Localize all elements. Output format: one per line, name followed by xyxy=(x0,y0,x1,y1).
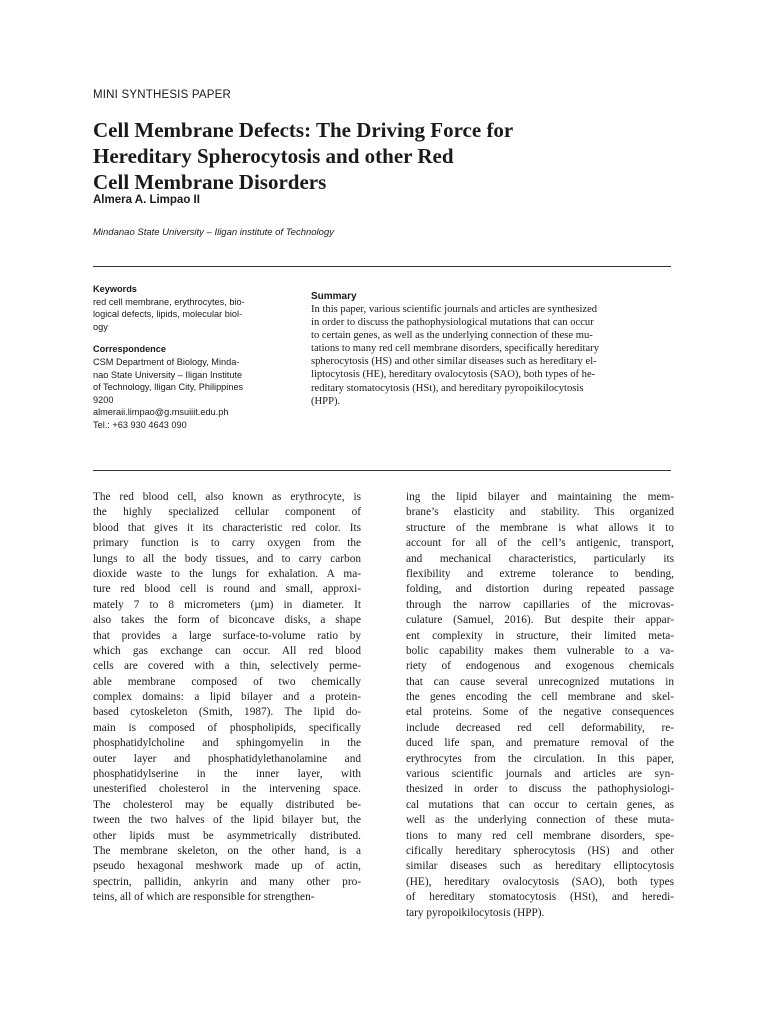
text-line: the highly specialized cellular component of xyxy=(93,506,361,519)
title-line: Cell Membrane Disorders xyxy=(93,170,327,194)
text-line: similar diseases such as hereditary elliptocytosis xyxy=(406,860,674,873)
text-line: which gas exchange can occur. All red blood xyxy=(93,644,361,657)
text-line: complex domains: a lipid bilayer and a protein- xyxy=(93,691,361,704)
text-line: etal proteins. Some of the negative consequences xyxy=(406,706,674,719)
paper-title xyxy=(93,117,653,195)
text-line: structure of the membrane is what allows it to xyxy=(406,521,674,534)
text-line: tween the two halves of the lipid bilayer but, the xyxy=(93,814,361,827)
text-line: of hereditary stomatocytosis (HSt), and heredi- xyxy=(406,891,674,904)
text-line: The membrane skeleton, on the other hand, is a xyxy=(93,844,361,857)
body-column-left xyxy=(93,490,361,906)
text-line: erythrocytes from the circulation. In this paper, xyxy=(406,752,674,765)
text-line: through the narrow capillaries of the microvas- xyxy=(406,598,674,611)
author-affiliation: Mindanao State University – Iligan institute of Technology xyxy=(93,227,334,238)
text-line: other lipids must be asymmetrically distributed. xyxy=(93,829,361,842)
text-line: (HPP). xyxy=(311,395,341,407)
text-line: riety of endogenous and exogenous chemicals xyxy=(406,660,674,673)
text-line: primary function is to carry oxygen from the xyxy=(93,537,361,550)
keywords-heading: Keywords xyxy=(93,284,137,294)
text-line: and mechanical characteristics, particularly its xyxy=(406,552,674,565)
text-line: liptocytosis (HE), hereditary ovalocytosis (SAO), both types of he- xyxy=(311,369,596,381)
text-line: ture red blood cell is round and small, approxi- xyxy=(93,583,361,596)
text-line: to certain genes, as well as the underlying connection of these mu- xyxy=(311,330,593,342)
text-line: flexibility and extreme tolerance to bending, xyxy=(406,567,674,580)
correspondence-details xyxy=(93,356,278,432)
keywords-list xyxy=(93,296,278,334)
correspondence-line: of Technology, Iligan City, Philippines xyxy=(93,382,244,393)
text-line: that provides a large surface-to-volume ratio by xyxy=(93,629,361,642)
paper-type-label: MINI SYNTHESIS PAPER xyxy=(93,89,231,101)
text-line: able membrane composed of two chemically xyxy=(93,675,361,688)
text-line: in order to discuss the pathophysiological mutations that can occur xyxy=(311,317,594,329)
metadata-sidebar xyxy=(93,283,278,442)
text-line: that can cause several unrecognized mutations in xyxy=(406,675,674,688)
text-line: based cytoskeleton (Smith, 1987). The lipid do- xyxy=(93,706,361,719)
text-line: teins, all of which are responsible for strengthen- xyxy=(93,891,315,904)
keywords-line: ogy xyxy=(93,321,108,332)
text-line: ing the lipid bilayer and maintaining the mem- xyxy=(406,491,674,503)
title-line: Cell Membrane Defects: The Driving Force for xyxy=(93,118,514,142)
text-line: the genes encoding the cell membrane and skel- xyxy=(406,691,674,704)
summary-block xyxy=(311,291,676,408)
body-column-right xyxy=(406,490,674,921)
keywords-line: red cell membrane, erythrocytes, bio- xyxy=(93,296,245,307)
title-line: Hereditary Spherocytosis and other Red xyxy=(93,144,454,168)
text-line: outer layer and phosphatidylethanolamine and xyxy=(93,752,361,765)
header-divider xyxy=(93,266,671,267)
text-line: pseudo hexagonal meshwork made up of actin, xyxy=(93,860,361,873)
text-line: spectrin, pallidin, ankyrin and many other pro- xyxy=(93,875,361,888)
keywords-block xyxy=(93,283,278,333)
correspondence-line: nao State University – Iligan Institute xyxy=(93,369,243,380)
text-line: folding, and distortion during repeated passage xyxy=(406,583,674,596)
correspondence-line: CSM Department of Biology, Minda- xyxy=(93,356,240,367)
text-line: dioxide waste to the lungs for exhalation. A ma- xyxy=(93,567,361,580)
correspondence-phone: Tel.: +63 930 4643 090 xyxy=(93,419,187,430)
text-line: blood that gives it its characteristic red color. Its xyxy=(93,521,361,534)
text-line: ent complexity in structure, their limited meta- xyxy=(406,629,674,642)
text-line: phosphatidylcholine and sphingomyelin in the xyxy=(93,737,361,750)
text-line: (HE), hereditary ovalocytosis (SAO), both types xyxy=(406,875,674,888)
summary-divider xyxy=(93,470,671,471)
correspondence-line: 9200 xyxy=(93,394,114,405)
correspondence-email: almeraii.limpao@g.msuiiit.edu.ph xyxy=(93,407,229,418)
text-line: mately 7 to 8 micrometers (µm) in diameter. It xyxy=(93,598,361,611)
text-line: various scientific journals and articles are syn- xyxy=(406,768,674,781)
text-line: spherocytosis (HS) and other similar diseases such as hereditary el- xyxy=(311,356,597,368)
text-line: cifically hereditary spherocytosis (HS) and other xyxy=(406,844,674,857)
summary-heading: Summary xyxy=(311,291,357,302)
text-line: cells are covered with a thin, selectively perme- xyxy=(93,660,361,673)
text-line: phosphatidylserine in the inner layer, with xyxy=(93,768,361,781)
text-line: duced life span, and premature removal of the xyxy=(406,737,674,750)
text-line: The red blood cell, also known as erythrocyte, is xyxy=(93,491,361,503)
text-line: account for all of the cell’s antigenic, transport, xyxy=(406,537,674,550)
keywords-line: logical defects, lipids, molecular biol- xyxy=(93,309,243,320)
text-line: well as the underlying connection of these muta- xyxy=(406,814,674,827)
text-line: brane’s elasticity and stability. This organized xyxy=(406,506,674,519)
correspondence-block xyxy=(93,343,278,431)
text-line: tations to many red cell membrane disorders, specifically hereditary xyxy=(311,343,599,355)
text-line: bolic capability makes them vulnerable to a va- xyxy=(406,644,674,657)
author-name: Almera A. Limpao II xyxy=(93,194,200,206)
text-line: cal mutations that can occur to certain genes, as xyxy=(406,798,674,811)
text-line: also takes the form of biconcave disks, a shape xyxy=(93,614,361,627)
text-line: tions to many red cell membrane disorders, spe- xyxy=(406,829,674,842)
text-line: thesized in order to discuss the pathophysiologi- xyxy=(406,783,674,796)
text-line: In this paper, various scientific journals and articles are synthesized xyxy=(311,304,598,315)
text-line: reditary stomatocytosis (HSt), and hereditary pyropoikilocytosis xyxy=(311,382,584,394)
summary-text xyxy=(311,303,676,408)
text-line: The cholesterol may be equally distributed be- xyxy=(93,798,361,811)
text-line: tary pyropoikilocytosis (HPP). xyxy=(406,906,545,919)
text-line: lungs to all the body tissues, and to carry carbon xyxy=(93,552,361,565)
text-line: main is composed of phospholipids, specifically xyxy=(93,721,361,734)
correspondence-heading: Correspondence xyxy=(93,344,167,355)
text-line: culature (Samuel, 2016). But despite their appar- xyxy=(406,614,674,627)
text-line: include decreased red cell deformability, re- xyxy=(406,721,674,734)
text-line: unesterified cholesterol in the intervening space. xyxy=(93,783,361,796)
